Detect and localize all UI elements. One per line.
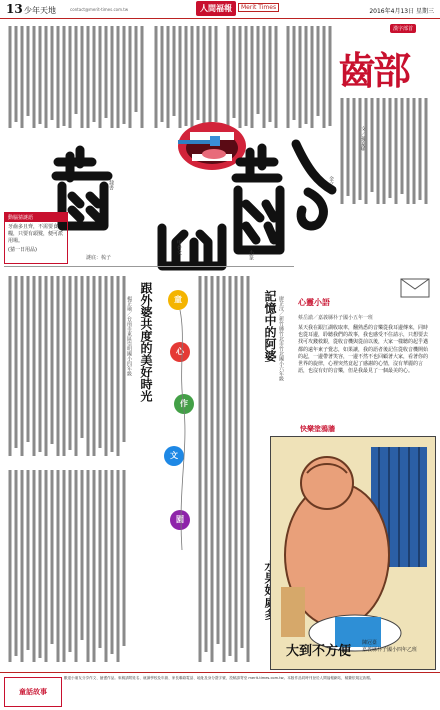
story-author-memory: 廖芷汶／新竹縣竹北市竹北國小六年級: [278, 296, 284, 381]
riddle-panel: [4, 212, 68, 264]
cartoon-banner: 快樂塗鴉牆: [300, 425, 335, 433]
mini-column-panel: [298, 297, 432, 425]
glyph-label-lishu: 隸書: [108, 180, 114, 190]
issue-date: 2016年4月13日 星期三: [369, 8, 434, 15]
newspaper-logo-en: Merit Times: [238, 3, 279, 12]
balloon-xin: 心: [170, 342, 190, 362]
balloon-wen: 文: [164, 446, 184, 466]
glyph-label-jiaguwen: 甲骨文: [176, 240, 182, 255]
cartoon-credit: [362, 640, 417, 654]
footer-corner-label: 童話故事: [19, 688, 47, 696]
mini-column-body: 某天我在跟江湖收取車，翻熟悉的音樂從我耳邊傳來，同時也從耳邊，聆聽我們的故事，我也感受不住請示，只想要去找可攻錢救銀，從收音機與從前以後，大家一樣聽的起乎邁都的遠年東子覺志，如果讓，我的語者後記住從收音機開始的起，一邊帶著笑容，一邊不然不也回顧著大家，看著你的世界的旋律，心裡突然竟起了感謝的心情，沒有華麗的言語，也沒有好的音樂，但是我最見了一個最美的心。: [298, 325, 429, 375]
middle-story-text: [196, 272, 256, 666]
left-story-text: [6, 272, 132, 666]
feature-title: 齒部: [338, 48, 409, 93]
feature-article-text: [338, 96, 436, 206]
feature-byline: 文／孫嘉敏: [360, 126, 366, 151]
section-divider: [4, 266, 294, 267]
riddle-title: 動腦猜謎語: [5, 213, 67, 222]
mini-column-author: 蔡岳澈／嘉義縣朴子國小五年一班: [298, 315, 374, 321]
cartoon-credit-name: 陳冠臺: [362, 640, 378, 646]
footer-corner-badge: [4, 677, 62, 707]
riddle-answer: 謎底：梳子: [86, 255, 112, 261]
glyph-label-jinwen: 金文: [328, 176, 334, 186]
page-footer: [0, 672, 440, 710]
glyph-label-xiaozhuan: 小篆: [248, 250, 254, 260]
article-text-block-top: [6, 22, 336, 132]
cartoon-caption: 大到不方便: [286, 644, 352, 659]
story-author-grandma-time: 楊芷瑜／台南市東區崇明國小四年級: [126, 296, 132, 376]
riddle-body: 牙齒多且齊，不需要食糧，只要有頭髮，便可派用場。: [8, 224, 64, 244]
balloon-strings: [176, 310, 190, 550]
story-title-memory: 記憶中的阿婆: [263, 290, 277, 362]
newspaper-logo: 人間福報: [196, 1, 236, 16]
riddle-hint: (猜一日用品): [8, 247, 37, 253]
section-title: 少年天地: [24, 6, 56, 15]
page-header: [0, 0, 440, 19]
balloon-zuo: 作: [174, 394, 194, 414]
cartoon-credit-school: 嘉義縣朴子國小四年乙班: [362, 647, 418, 653]
page-number: 13: [6, 2, 23, 16]
contact-url: contact@merit-times.com.tw: [70, 7, 129, 12]
story-title-grandma-time: 跟外婆共度的美好時光: [139, 282, 153, 402]
feature-tag: 漢字部首: [390, 24, 416, 33]
footer-notice: 歡迎小朋友分享作文、繪畫作品。來稿請附姓名、就讀學校及年級、家長聯絡電話、地址及身分證字號，投稿請寄至 merit-times.com.tw。本版作品同時刊登於人間福報網站，稿費依規定致贈。: [64, 676, 374, 680]
cartoon-drawing: [270, 436, 436, 670]
mini-column-label: 心靈小語: [298, 298, 330, 307]
balloon-tong: 童: [168, 290, 188, 310]
balloon-yuan: 園: [170, 510, 190, 530]
cartoon-illustration: [271, 437, 435, 669]
envelope-icon: [400, 278, 430, 298]
text-columns-graphic: [6, 22, 336, 132]
